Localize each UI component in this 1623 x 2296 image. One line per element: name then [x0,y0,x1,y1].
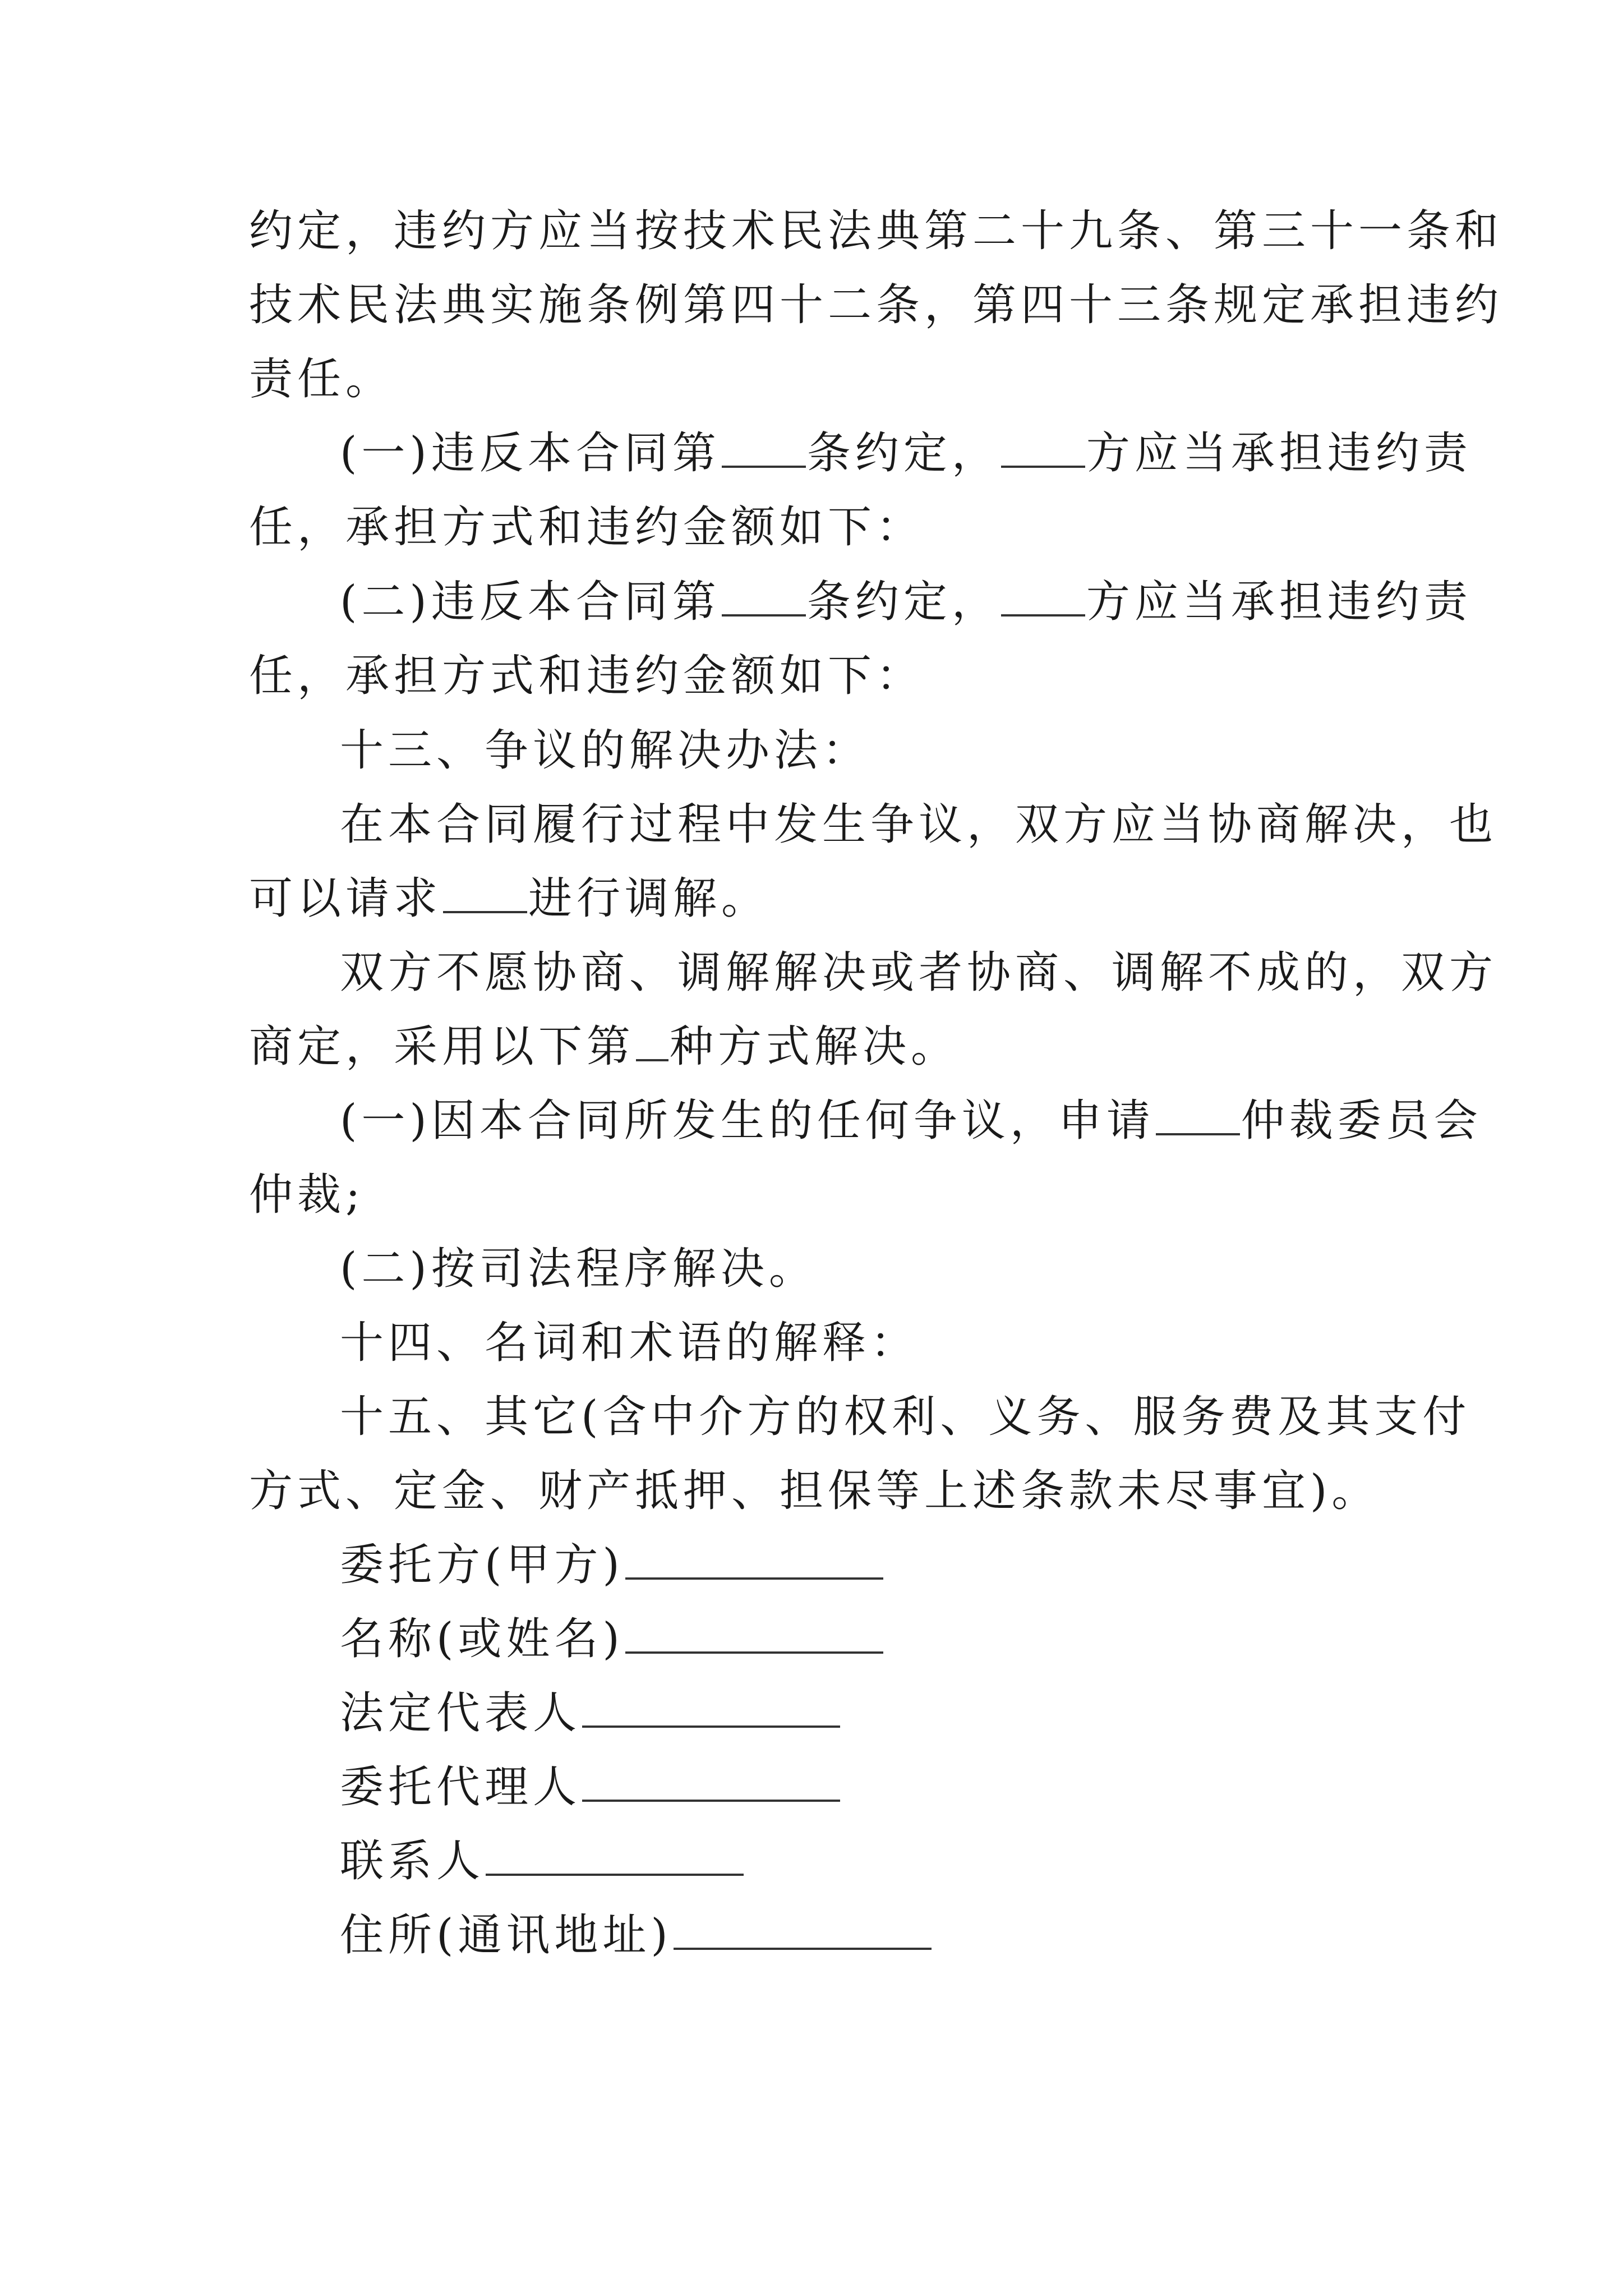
article-number-blank [722,575,806,616]
breach-item-1-suffix: 方应当承担违约责 [1086,428,1472,478]
breach-item-2-suffix: 方应当承担违约责 [1086,577,1472,627]
mediator-blank [443,872,527,913]
arbitration-commission-blank [1156,1094,1240,1135]
paragraph-line: 双方不愿协商、调解解决或者协商、调解不成的，双方 [340,947,1498,998]
breach-item-1-mid: 条约定， [806,428,1000,478]
paragraph-line: 约定，违约方应当按技术民法典第二十九条、第三十一条和 [249,206,1504,256]
article-number-blank [722,426,806,468]
paragraph-line: 方式、定金、财产抵押、担保等上述条款未尽事宜)。 [249,1466,1380,1516]
signature-blank [486,1834,744,1876]
breach-item-2-prefix: (二)违反本合同第 [340,577,721,627]
dispute-option-1: (一)因本合同所发生的任何争议，申请 仲裁委员会 [340,1094,1482,1148]
option-number-blank [636,1020,668,1061]
signature-blank [625,1612,883,1654]
signature-field: 联系人 [340,1834,745,1888]
party-blank [1001,575,1085,616]
signature-field: 住所(通讯地址) [340,1908,933,1962]
dispute-option-2: (二)按司法程序解决。 [340,1244,817,1294]
signature-field: 法定代表人 [340,1686,841,1740]
paragraph-line: 技术民法典实施条例第四十二条，第四十三条规定承担违约 [249,280,1504,330]
breach-item-2-mid: 条约定， [806,577,1000,627]
signature-field: 委托代理人 [340,1760,841,1814]
paragraph-line: 可以请求 进行调解。 [249,872,769,926]
breach-item-2 [340,575,1472,629]
paragraph-line: 在本合同履行过程中发生争议，双方应当协商解决，也 [340,799,1498,850]
section-heading: 十五、其它(含中介方的权利、义务、服务费及其支付 [340,1392,1471,1442]
breach-item-1-prefix: (一)违反本合同第 [340,428,721,478]
breach-item-1-line2: 任，承担方式和违约金额如下： [249,502,925,553]
breach-item-1 [340,426,1472,480]
party-blank [1001,426,1085,468]
signature-field: 委托方(甲方) [340,1538,884,1592]
section-heading: 十三、争议的解决办法： [340,725,871,776]
signature-blank [674,1908,932,1950]
signature-field: 名称(或姓名) [340,1612,884,1666]
signature-blank [582,1686,840,1728]
section-heading: 十四、名词和术语的解释： [340,1318,919,1368]
paragraph-line: 责任。 [249,354,394,404]
paragraph-line: 商定，采用以下第 种方式解决。 [249,1020,959,1074]
signature-blank [625,1538,883,1580]
paragraph-line: 仲裁; [249,1170,365,1220]
breach-item-2-line2: 任，承担方式和违约金额如下： [249,651,925,701]
signature-blank [582,1760,840,1802]
